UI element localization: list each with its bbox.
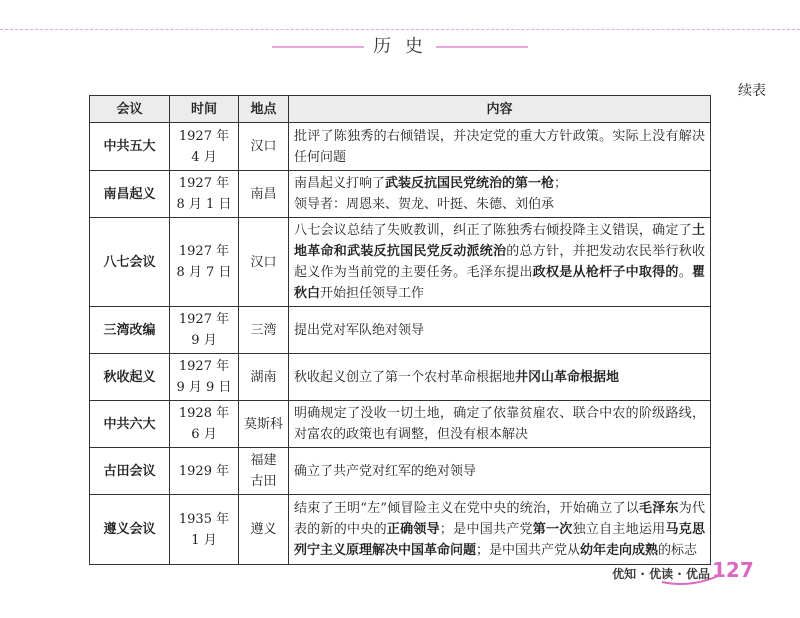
key-phrase: 武装反抗国民党统治的第一枪 [385,176,555,191]
key-phrase: 瞿秋白 [294,265,705,301]
place-line: 莫斯科 [243,416,283,432]
place-line: 汉口 [250,254,277,270]
key-phrase: 政权是从枪杆子中取得的 [532,265,679,280]
meeting-name: 八七会议 [90,218,170,307]
meeting-name: 遵义会议 [90,495,170,565]
time-line: 4 月 [191,149,217,165]
content-text: 的总方针，并把发动农民举行秋收起义作为当前党的主要任务。毛泽东提出 [294,244,705,280]
meeting-name: 中共六大 [90,401,170,448]
continued-table-label: 续表 [738,83,766,99]
meeting-content [289,218,711,307]
content-text: 提出党对军队绝对领导 [294,322,425,338]
meeting-place [239,171,289,218]
time-line: 1927 年 [178,244,230,259]
header-place: 地点 [239,96,289,123]
key-phrase: 井冈山革命根据地 [515,369,620,385]
time-line: 1927 年 [178,176,230,191]
header-rule-right [436,46,528,48]
key-phrase: 第一次 [532,522,573,537]
meetings-table [89,95,711,565]
time-line: 1927 年 9 月 [178,312,230,348]
table-body [90,123,711,565]
meeting-time [170,307,239,354]
content-text: 为代表的新的中央的 [294,501,705,537]
content-text: 八七会议总结了失败教训，纠正了陈独秀右倾投降主义错误，确定了 [294,223,692,238]
meeting-name: 中共五大 [90,123,170,171]
table-row [90,448,711,495]
content-text: 明确规定了没收一切土地，确定了依靠贫雇农、联合中农的阶级路线，对富农的政策也有调整，但没有根本解决 [294,406,705,442]
key-phrase: 马克思列宁主义原理解决中国革命问题 [294,522,705,558]
time-line: 1935 年 [178,511,230,527]
meeting-place [239,307,289,354]
meeting-name: 南昌起义 [90,171,170,218]
meeting-place [239,495,289,565]
subject-title: 历 史 [373,36,427,57]
table-row [90,354,711,401]
content-text: ；是中国共产党从 [476,543,581,558]
time-line: 1927 年 [178,128,230,144]
meeting-name: 秋收起义 [90,354,170,401]
table-row [90,218,711,307]
place-line: 遵义 [250,522,277,537]
top-dashed-border [0,29,800,30]
place-line: 湖南 [250,369,277,385]
header-meeting: 会议 [90,96,170,123]
meeting-time [170,218,239,307]
key-phrase: 正确领导 [386,522,440,537]
page-header [0,32,800,62]
table-row [90,401,711,448]
table-row [90,171,711,218]
meeting-place [239,401,289,448]
meeting-place [239,123,289,171]
time-line: 8 月 7 日 [176,265,232,280]
content-text: 领导者：周恩来、贺龙、叶挺、朱德、刘伯承 [294,197,555,212]
meeting-place [239,354,289,401]
key-phrase: 毛泽东 [638,501,679,516]
place-line: 汉口 [250,139,277,154]
key-phrase: 土地革命和武装反抗国民党反动派统治 [294,223,705,259]
content-text: 独立自主地运用 [572,522,666,537]
time-line: 9 月 9 日 [176,380,232,395]
meeting-time [170,354,239,401]
content-text: 开始担任领导工作 [320,286,425,301]
content-text: ；是中国共产党 [439,522,533,537]
place-line: 南昌 [250,186,277,202]
content-text: 南昌起义打响了 [294,176,386,191]
meeting-content [289,171,711,218]
time-line: 1 月 [191,532,217,548]
meeting-time [170,123,239,171]
time-line: 8 月 1 日 [176,197,232,212]
content-text: 确立了共产党对红军的绝对领导 [294,463,477,479]
time-line: 6 月 [191,427,217,442]
meeting-time [170,495,239,565]
table-row [90,307,711,354]
time-line: 1929 年 [178,463,230,479]
meeting-time [170,171,239,218]
content-text: 结束了王明“左”倾冒险主义在党中央的统治，开始确立了以 [294,501,639,516]
header-rule-left [272,46,364,48]
place-line: 福建 [250,453,277,468]
meeting-content [289,448,711,495]
meeting-content [289,401,711,448]
meeting-time [170,448,239,495]
place-line: 三湾 [250,322,277,338]
place-line: 古田 [250,474,277,489]
meeting-name: 古田会议 [90,448,170,495]
table-row [90,123,711,171]
header-time: 时间 [170,96,239,123]
content-text: 。 [678,265,692,280]
meeting-name: 三湾改编 [90,307,170,354]
meeting-content [289,495,711,565]
table-header-row [90,96,711,123]
meeting-content [289,307,711,354]
time-line: 1928 年 [178,406,230,421]
time-line: 1927 年 [178,359,230,374]
header-content: 内容 [289,96,711,123]
content-text: 秋收起义创立了第一个农村革命根据地 [294,369,516,385]
meeting-place [239,218,289,307]
page-number: 127 [712,558,754,582]
content-text: 的标志 [658,543,698,558]
meeting-content [289,123,711,171]
footer-slogan: 优知 · 优读 · 优品 [612,567,710,581]
meeting-time [170,401,239,448]
content-text: 批评了陈独秀的右倾错误，并决定党的重大方针政策。实际上没有解决任何问题 [294,128,705,165]
content-text: ； [554,176,568,191]
meeting-place [239,448,289,495]
meeting-content [289,354,711,401]
table-row [90,495,711,565]
key-phrase: 幼年走向成熟 [580,543,659,558]
